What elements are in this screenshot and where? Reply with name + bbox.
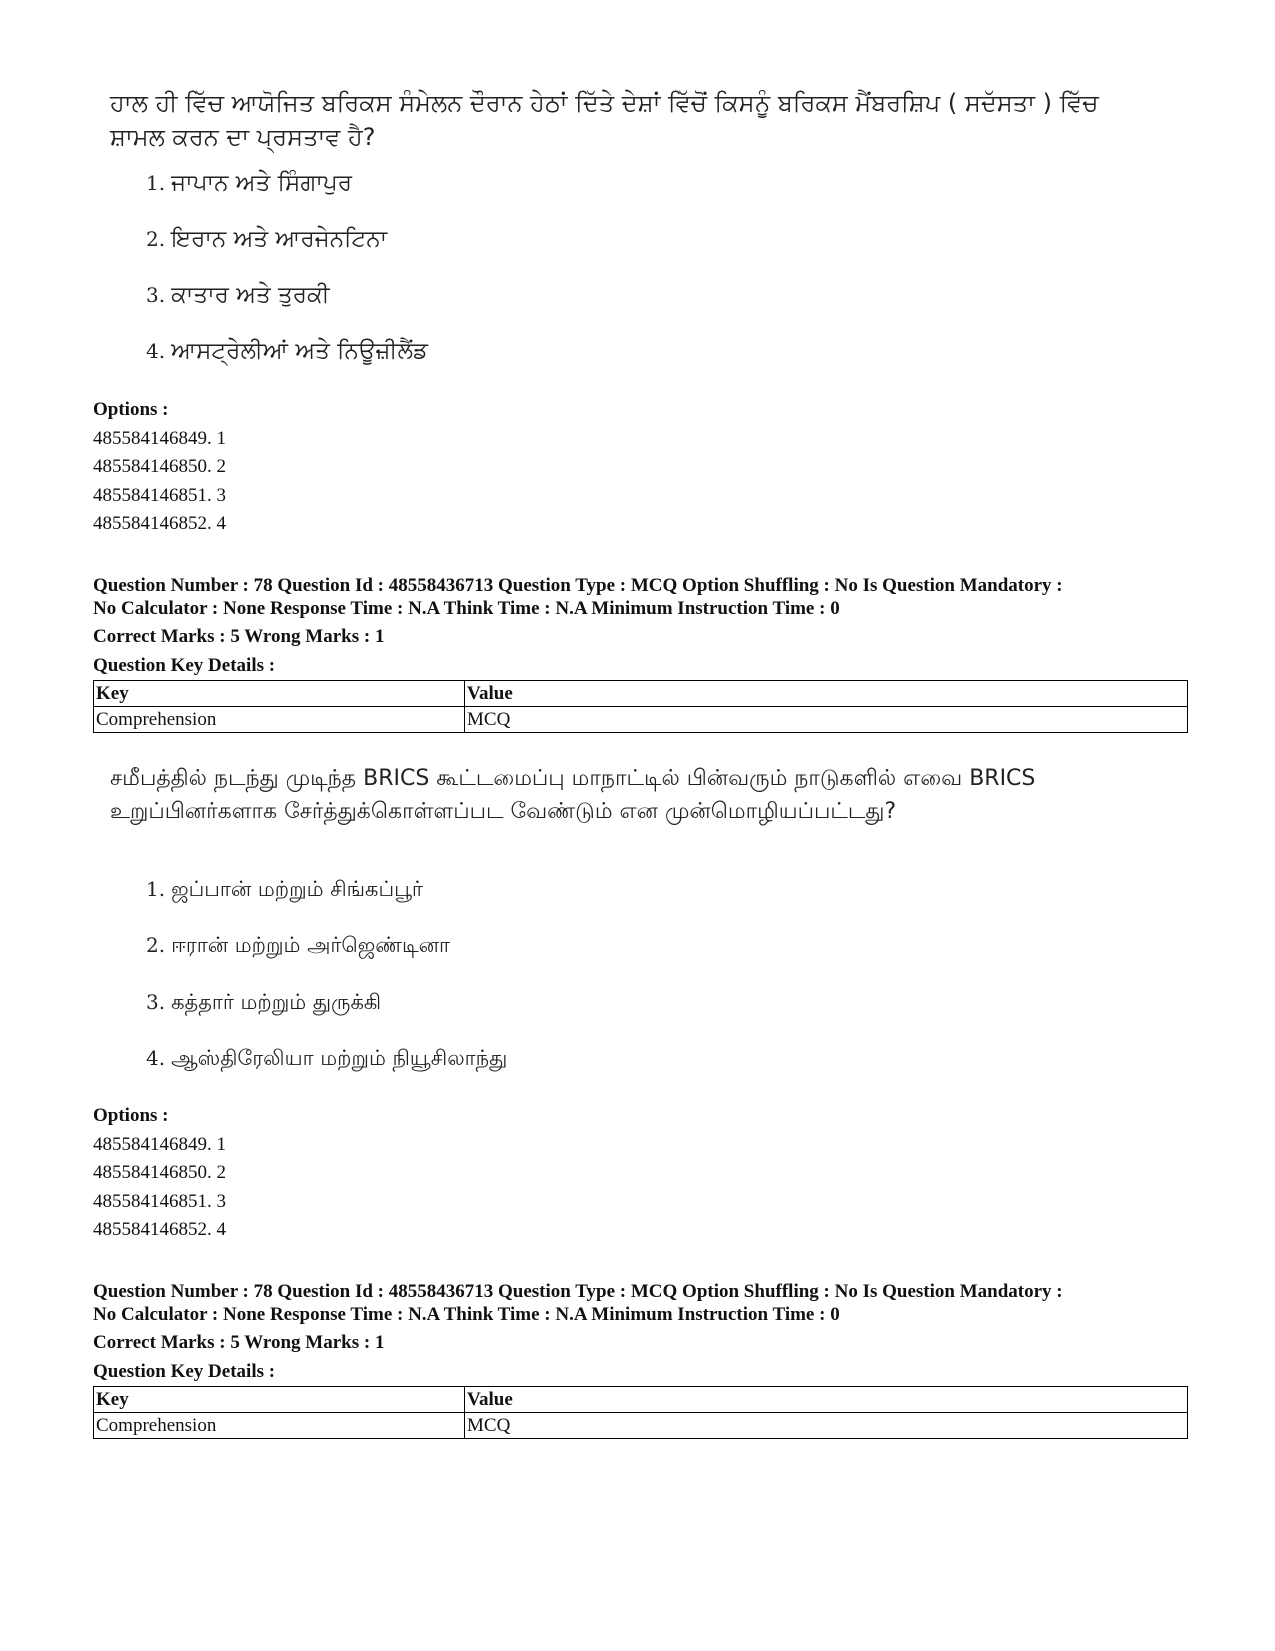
choice-text: கத்தார் மற்றும் துருக்கி [171, 990, 382, 1014]
option-line: 485584146852. 4 [93, 1219, 226, 1240]
question-meta-line: No Calculator : None Response Time : N.A Think Time : N.A Minimum Instruction Time : 0 [93, 598, 840, 619]
table-row [94, 707, 1188, 733]
options-block [93, 396, 226, 539]
choice-number: 4. [146, 339, 166, 363]
question-meta [93, 574, 1203, 678]
choice-text: ஆஸ்திரேலியா மற்றும் நியூசிலாந்து [171, 1046, 508, 1070]
key-details-table [93, 1386, 1188, 1439]
choice-item [146, 282, 330, 308]
option-line: 485584146850. 2 [93, 1162, 226, 1183]
table-cell-key: Comprehension [94, 1413, 465, 1439]
choice-text: ਆਸਟ੍ਰੇਲੀਆਂ ਅਤੇ ਨਿਊਜ਼ੀਲੈਂਡ [171, 338, 428, 364]
choice-number: 1. [146, 171, 166, 195]
option-line: 485584146852. 4 [93, 513, 226, 534]
question-image-tamil [110, 762, 1100, 1070]
question-stem: சமீபத்தில் நடந்து முடிந்த BRICS கூட்டமைப்பு மாநாட்டில் பின்வரும் நாடுகளில் எவை BRICS உறுப்பினர்களாக சேர்த்துக்கொள்ளப்பட வேண்டும் என முன்மொழியப்பட்டது? [110, 766, 1036, 824]
table-header-row [94, 1387, 1188, 1413]
choice-number: 4. [146, 1046, 166, 1070]
choice-number: 3. [146, 283, 166, 307]
option-line: 485584146851. 3 [93, 1190, 226, 1212]
table-row [94, 1413, 1188, 1439]
choice-number: 3. [146, 990, 166, 1014]
choice-item [146, 933, 450, 960]
key-details-title: Question Key Details : [93, 655, 276, 676]
table-header-key: Key [94, 681, 465, 707]
question-meta-line: No Calculator : None Response Time : N.A Think Time : N.A Minimum Instruction Time : 0 [93, 1304, 840, 1325]
key-details-table [93, 680, 1188, 733]
choice-item [146, 170, 352, 196]
table-header-value: Value [465, 1387, 1188, 1413]
table-header-value: Value [465, 681, 1188, 707]
choice-item [146, 338, 428, 364]
choice-number: 1. [146, 877, 166, 901]
choice-text: ஈரான் மற்றும் அர்ஜெண்டினா [171, 933, 451, 957]
option-line: 485584146849. 1 [93, 1133, 226, 1155]
choice-item [146, 990, 381, 1017]
table-header-key: Key [94, 1387, 465, 1413]
choice-item [146, 1046, 507, 1073]
options-title: Options : [93, 399, 169, 420]
marks-line: Correct Marks : 5 Wrong Marks : 1 [93, 1332, 385, 1353]
table-cell-value: MCQ [465, 1413, 1188, 1439]
table-cell-value: MCQ [465, 707, 1188, 733]
option-line: 485584146849. 1 [93, 427, 226, 449]
marks-line: Correct Marks : 5 Wrong Marks : 1 [93, 626, 385, 647]
question-meta-line: Question Number : 78 Question Id : 48558436713 Question Type : MCQ Option Shuffling : No Is Question Mandatory : [93, 575, 1063, 596]
question-meta-line: Question Number : 78 Question Id : 48558436713 Question Type : MCQ Option Shuffling : No Is Question Mandatory : [93, 1281, 1063, 1302]
choice-text: ਜਾਪਾਨ ਅਤੇ ਸਿੰਗਾਪੁਰ [171, 170, 353, 196]
options-block [93, 1102, 226, 1245]
choice-text: ਇਰਾਨ ਅਤੇ ਆਰਜੇਨਟਿਨਾ [171, 226, 388, 252]
choice-number: 2. [146, 933, 166, 957]
question-meta [93, 1280, 1203, 1384]
table-cell-key: Comprehension [94, 707, 465, 733]
key-details-title: Question Key Details : [93, 1361, 276, 1382]
table-header-row [94, 681, 1188, 707]
choice-text: ஜப்பான் மற்றும் சிங்கப்பூர் [171, 877, 423, 901]
question-stem: ਹਾਲ ਹੀ ਵਿੱਚ ਆਯੋਜਿਤ ਬਰਿਕਸ ਸੰਮੇਲਨ ਦੌਰਾਨ ਹੇਠਾਂ ਦਿੱਤੇ ਦੇਸ਼ਾਂ ਵਿੱਚੋਂ ਕਿਸਨੂੰ ਬਰਿਕਸ ਮੈਂਬਰਸ਼ਿਪ ( ਸਦੱਸਤਾ ) ਵਿੱਚ ਸ਼ਾਮਲ ਕਰਨ ਦਾ ਪ੍ਰਸਤਾਵ ਹੈ? [110, 89, 1099, 151]
option-line: 485584146850. 2 [93, 456, 226, 477]
choice-number: 2. [146, 227, 166, 251]
options-title: Options : [93, 1105, 169, 1126]
choice-text: ਕਾਤਾਰ ਅਤੇ ਤੁਰਕੀ [171, 282, 330, 308]
choice-item [146, 226, 387, 252]
choice-item [146, 877, 423, 904]
option-line: 485584146851. 3 [93, 484, 226, 506]
question-image-punjabi [110, 86, 1150, 364]
